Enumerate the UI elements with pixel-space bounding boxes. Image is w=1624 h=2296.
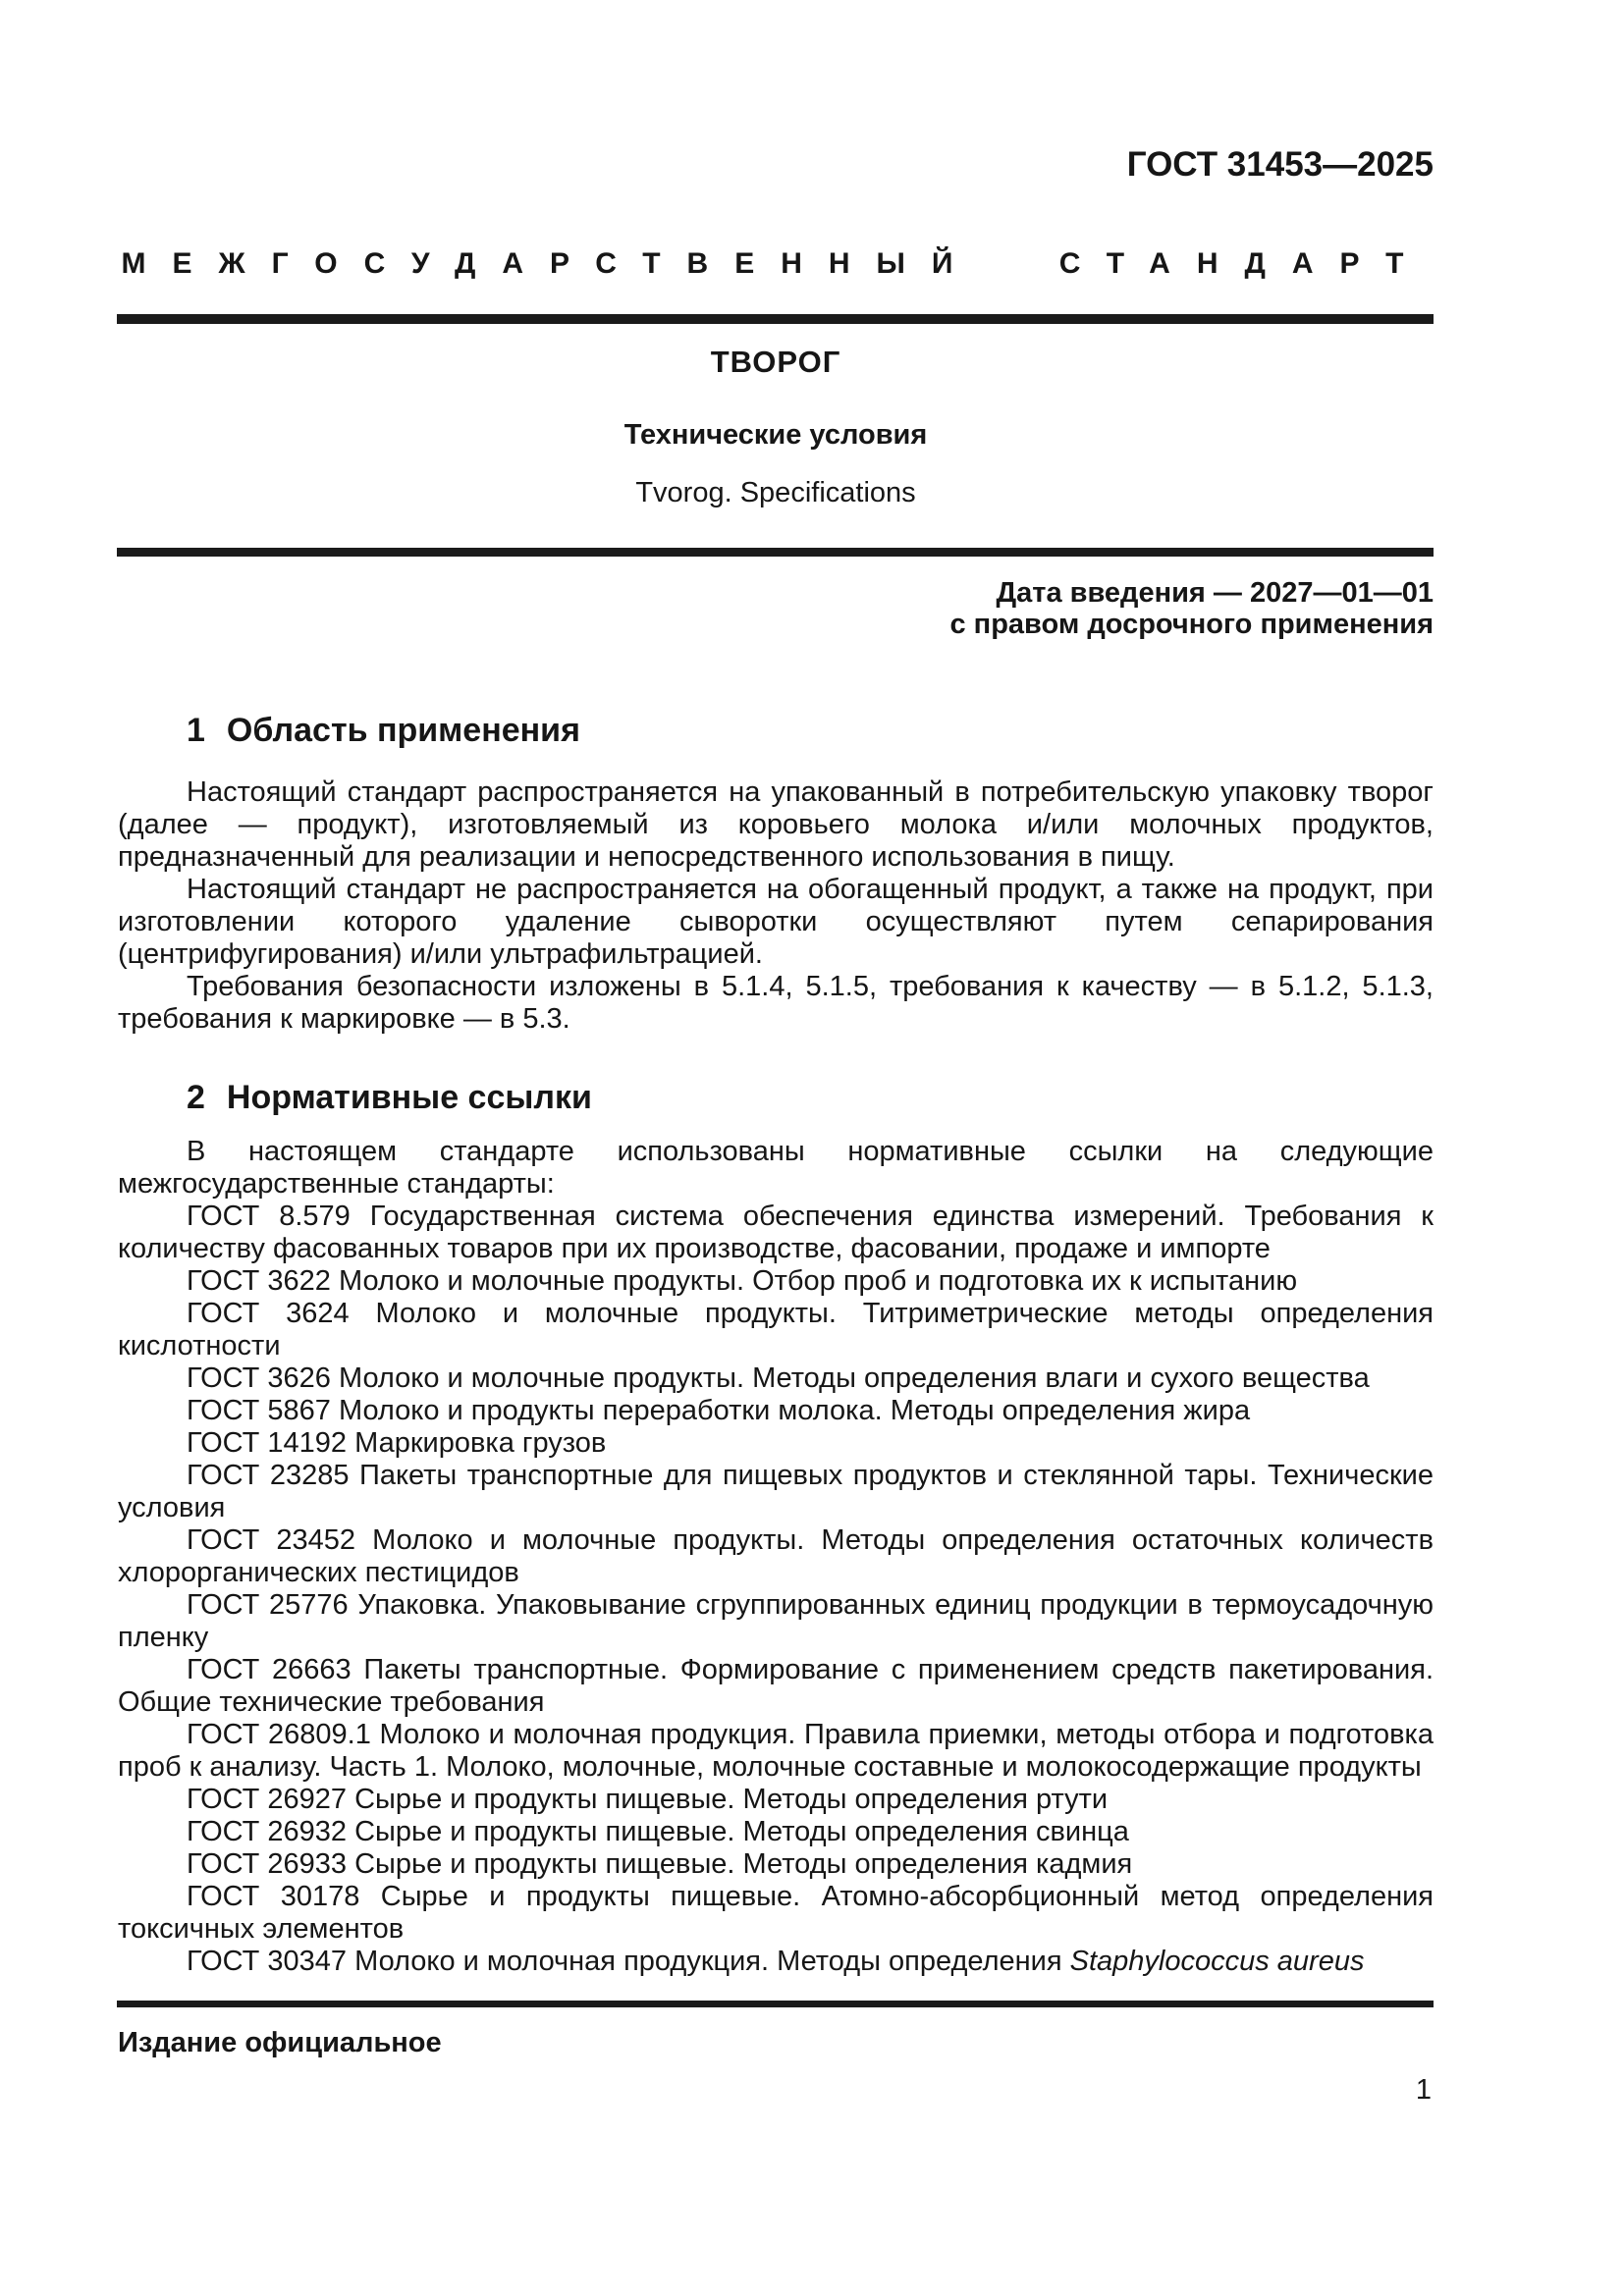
reference-item: ГОСТ 23285 Пакеты транспортные для пищевых продуктов и стеклянной тары. Технические условия <box>118 1460 1434 1523</box>
section-1-body <box>118 776 1434 1036</box>
paragraph: Настоящий стандарт распространяется на упакованный в потребительскую упаковку творог (далее — продукт), изготовляемый из коровьего молока и/или молочных продуктов, предназначенный для реализации и непосредственного использования в пищу. <box>118 776 1434 873</box>
reference-item: ГОСТ 3622 Молоко и молочные продукты. Отбор проб и подготовка их к испытанию <box>187 1265 1298 1297</box>
latin-species-name: Staphylococcus aureus <box>1069 1946 1365 1977</box>
page-number: 1 <box>1415 2074 1432 2106</box>
reference-item: ГОСТ 26933 Сырье и продукты пищевые. Методы определения кадмия <box>187 1848 1133 1880</box>
section-2-heading <box>187 1080 592 1115</box>
reference-item: ГОСТ 5867 Молоко и продукты переработки молока. Методы определения жира <box>187 1395 1251 1426</box>
enactment-block <box>950 577 1435 640</box>
reference-item: ГОСТ 8.579 Государственная система обеспечения единства измерений. Требования к количеству фасованных товаров при их производстве, фасовании, продаже и импорте <box>118 1201 1434 1264</box>
paragraph: В настоящем стандарте использованы нормативные ссылки на следующие межгосударственные стандарты: <box>118 1136 1434 1200</box>
reference-item: ГОСТ 30178 Сырье и продукты пищевые. Атомно-абсорбционный метод определения токсичных элементов <box>118 1881 1434 1945</box>
enactment-date: Дата введения — 2027—01—01 <box>996 577 1434 609</box>
section-1-number: 1 <box>187 712 205 749</box>
document-title: ТВОРОГ <box>710 345 841 379</box>
reference-item: ГОСТ 3626 Молоко и молочные продукты. Методы определения влаги и сухого вещества <box>187 1362 1370 1394</box>
reference-item: ГОСТ 3624 Молоко и молочные продукты. Титриметрические методы определения кислотности <box>118 1298 1434 1362</box>
edition-note: Издание официальное <box>118 2027 442 2058</box>
horizontal-rule-title <box>117 548 1434 557</box>
section-2-title: Нормативные ссылки <box>226 1079 592 1116</box>
section-1-title: Область применения <box>226 712 580 749</box>
paragraph: Настоящий стандарт не распространяется на обогащенный продукт, а также на продукт, при изготовлении которого удаление сыворотки осуществляют путем сепарирования (центрифугирования) и/или ультрафильтрацией. <box>118 874 1434 970</box>
reference-item: ГОСТ 26932 Сырье и продукты пищевые. Методы определения свинца <box>187 1816 1129 1847</box>
horizontal-rule-footer <box>117 2001 1434 2007</box>
reference-item: ГОСТ 26927 Сырье и продукты пищевые. Методы определения ртути <box>187 1784 1109 1815</box>
document-subtitle-english: Tvorog. Specifications <box>635 477 916 508</box>
horizontal-rule-top <box>117 314 1434 324</box>
doc-code: ГОСТ 31453—2025 <box>1126 145 1434 184</box>
section-2-number: 2 <box>187 1079 205 1116</box>
section-1-heading <box>187 713 580 748</box>
reference-item: ГОСТ 14192 Маркировка грузов <box>187 1427 607 1459</box>
reference-item: ГОСТ 26663 Пакеты транспортные. Формирование с применением средств пакетирования. Общие технические требования <box>118 1654 1434 1718</box>
document-subtitle: Технические условия <box>623 419 928 451</box>
reference-item <box>118 1946 1434 1978</box>
reference-item: ГОСТ 23452 Молоко и молочные продукты. Методы определения остаточных количеств хлорорганических пестицидов <box>118 1524 1434 1588</box>
reference-text: ГОСТ 30347 Молоко и молочная продукция. Методы определения <box>187 1946 1070 1977</box>
reference-item: ГОСТ 26809.1 Молоко и молочная продукция. Правила приемки, методы отбора и подготовка проб к анализу. Часть 1. Молоко, молочные, молочные составные и молокосодержащие продукты <box>118 1719 1434 1783</box>
reference-item: ГОСТ 25776 Упаковка. Упаковывание сгруппированных единиц продукции в термоусадочную пленку <box>118 1589 1434 1653</box>
paragraph: Требования безопасности изложены в 5.1.4, 5.1.5, требования к качеству — в 5.1.2, 5.1.3, требования к маркировке — в 5.3. <box>118 971 1434 1035</box>
enactment-note: с правом досрочного применения <box>949 609 1434 640</box>
standard-kind-banner: МЕЖГОСУДАРСТВЕННЫЙ СТАНДАРТ <box>121 247 1431 280</box>
section-2-body <box>118 1136 1434 1978</box>
